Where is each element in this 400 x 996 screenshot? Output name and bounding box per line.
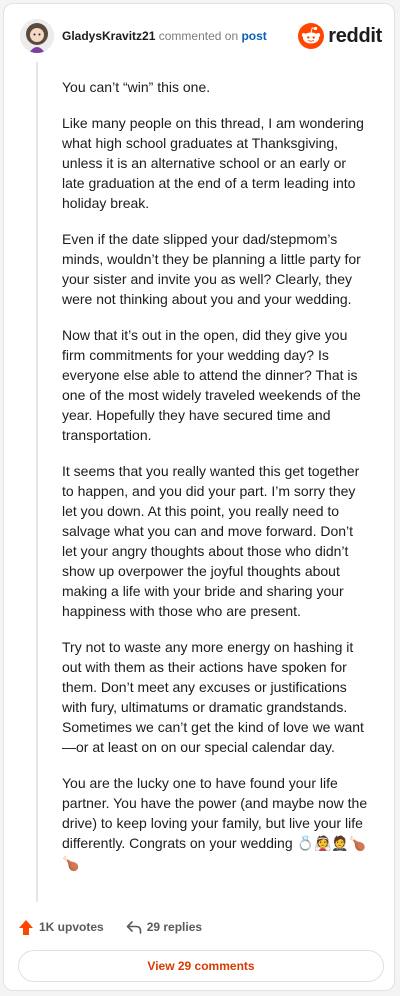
comment-card (3, 3, 395, 991)
action-text: commented on (158, 29, 239, 43)
thread-line (36, 62, 38, 902)
replies-button[interactable] (126, 920, 202, 934)
replies-count: 29 replies (146, 920, 203, 934)
user-avatar-icon[interactable] (20, 19, 54, 53)
username-link[interactable]: GladysKravitz21 (62, 29, 156, 43)
upvote-button[interactable] (18, 919, 104, 936)
comment-paragraph: Now that it’s out in the open, did they give you firm commitments for your wedding day? Is everyone else able to attend the dinner? That is one of the most widely traveled weekends of the year. Hopefully they have secured time and transportation. (62, 327, 361, 443)
view-comments-button[interactable]: View 29 comments (18, 950, 384, 982)
comment-paragraph: You are the lucky one to have found your life partner. You have the power (and maybe now the drive) to keep loving your family, but live your life differently. Congrats on your wedding 💍👰🤵🍗🍗 (62, 775, 368, 871)
comment-header (4, 4, 394, 68)
comment-paragraph: You can’t “win” this one. (62, 79, 211, 95)
reddit-brand[interactable] (298, 23, 382, 49)
comment-body (62, 77, 370, 889)
reply-arrow-icon (126, 920, 142, 934)
comment-paragraph: Like many people on this thread, I am wondering what high school graduates at Thanksgiving, unless it is an alternative school or an early or late graduation at the end of a term leading into holiday break. (62, 115, 364, 211)
reddit-logo-icon (298, 23, 324, 49)
post-link[interactable]: post (241, 29, 267, 43)
reddit-wordmark: reddit (328, 24, 382, 47)
comment-paragraph: It seems that you really wanted this get together to happen, and you did your part. I’m sorry they let you down. At this point, you really need to salvage what you can and move forward. Don’t let your angry thoughts about those who didn’t show up overpower the joyful thoughts about making a life with your bride and sharing your happiness with those who are present. (62, 463, 360, 619)
comment-footer (18, 916, 202, 938)
comment-paragraph: Try not to waste any more energy on hashing it out with them as their actions have spoken for them. Don’t meet any excuses or justifications with fury, ultimatums or dramatic grandstands. Sometimes we can’t get the kind of love we want—or at least on on our special calendar day. (62, 639, 364, 755)
upvote-count: 1K upvotes (39, 920, 104, 934)
upvote-arrow-icon (18, 919, 34, 936)
comment-meta (62, 28, 267, 44)
comment-paragraph: Even if the date slipped your dad/stepmom’s minds, wouldn’t they be planning a little party for your sister and invite you as well? Clearly, they were not thinking about you and your wedding. (62, 231, 361, 307)
